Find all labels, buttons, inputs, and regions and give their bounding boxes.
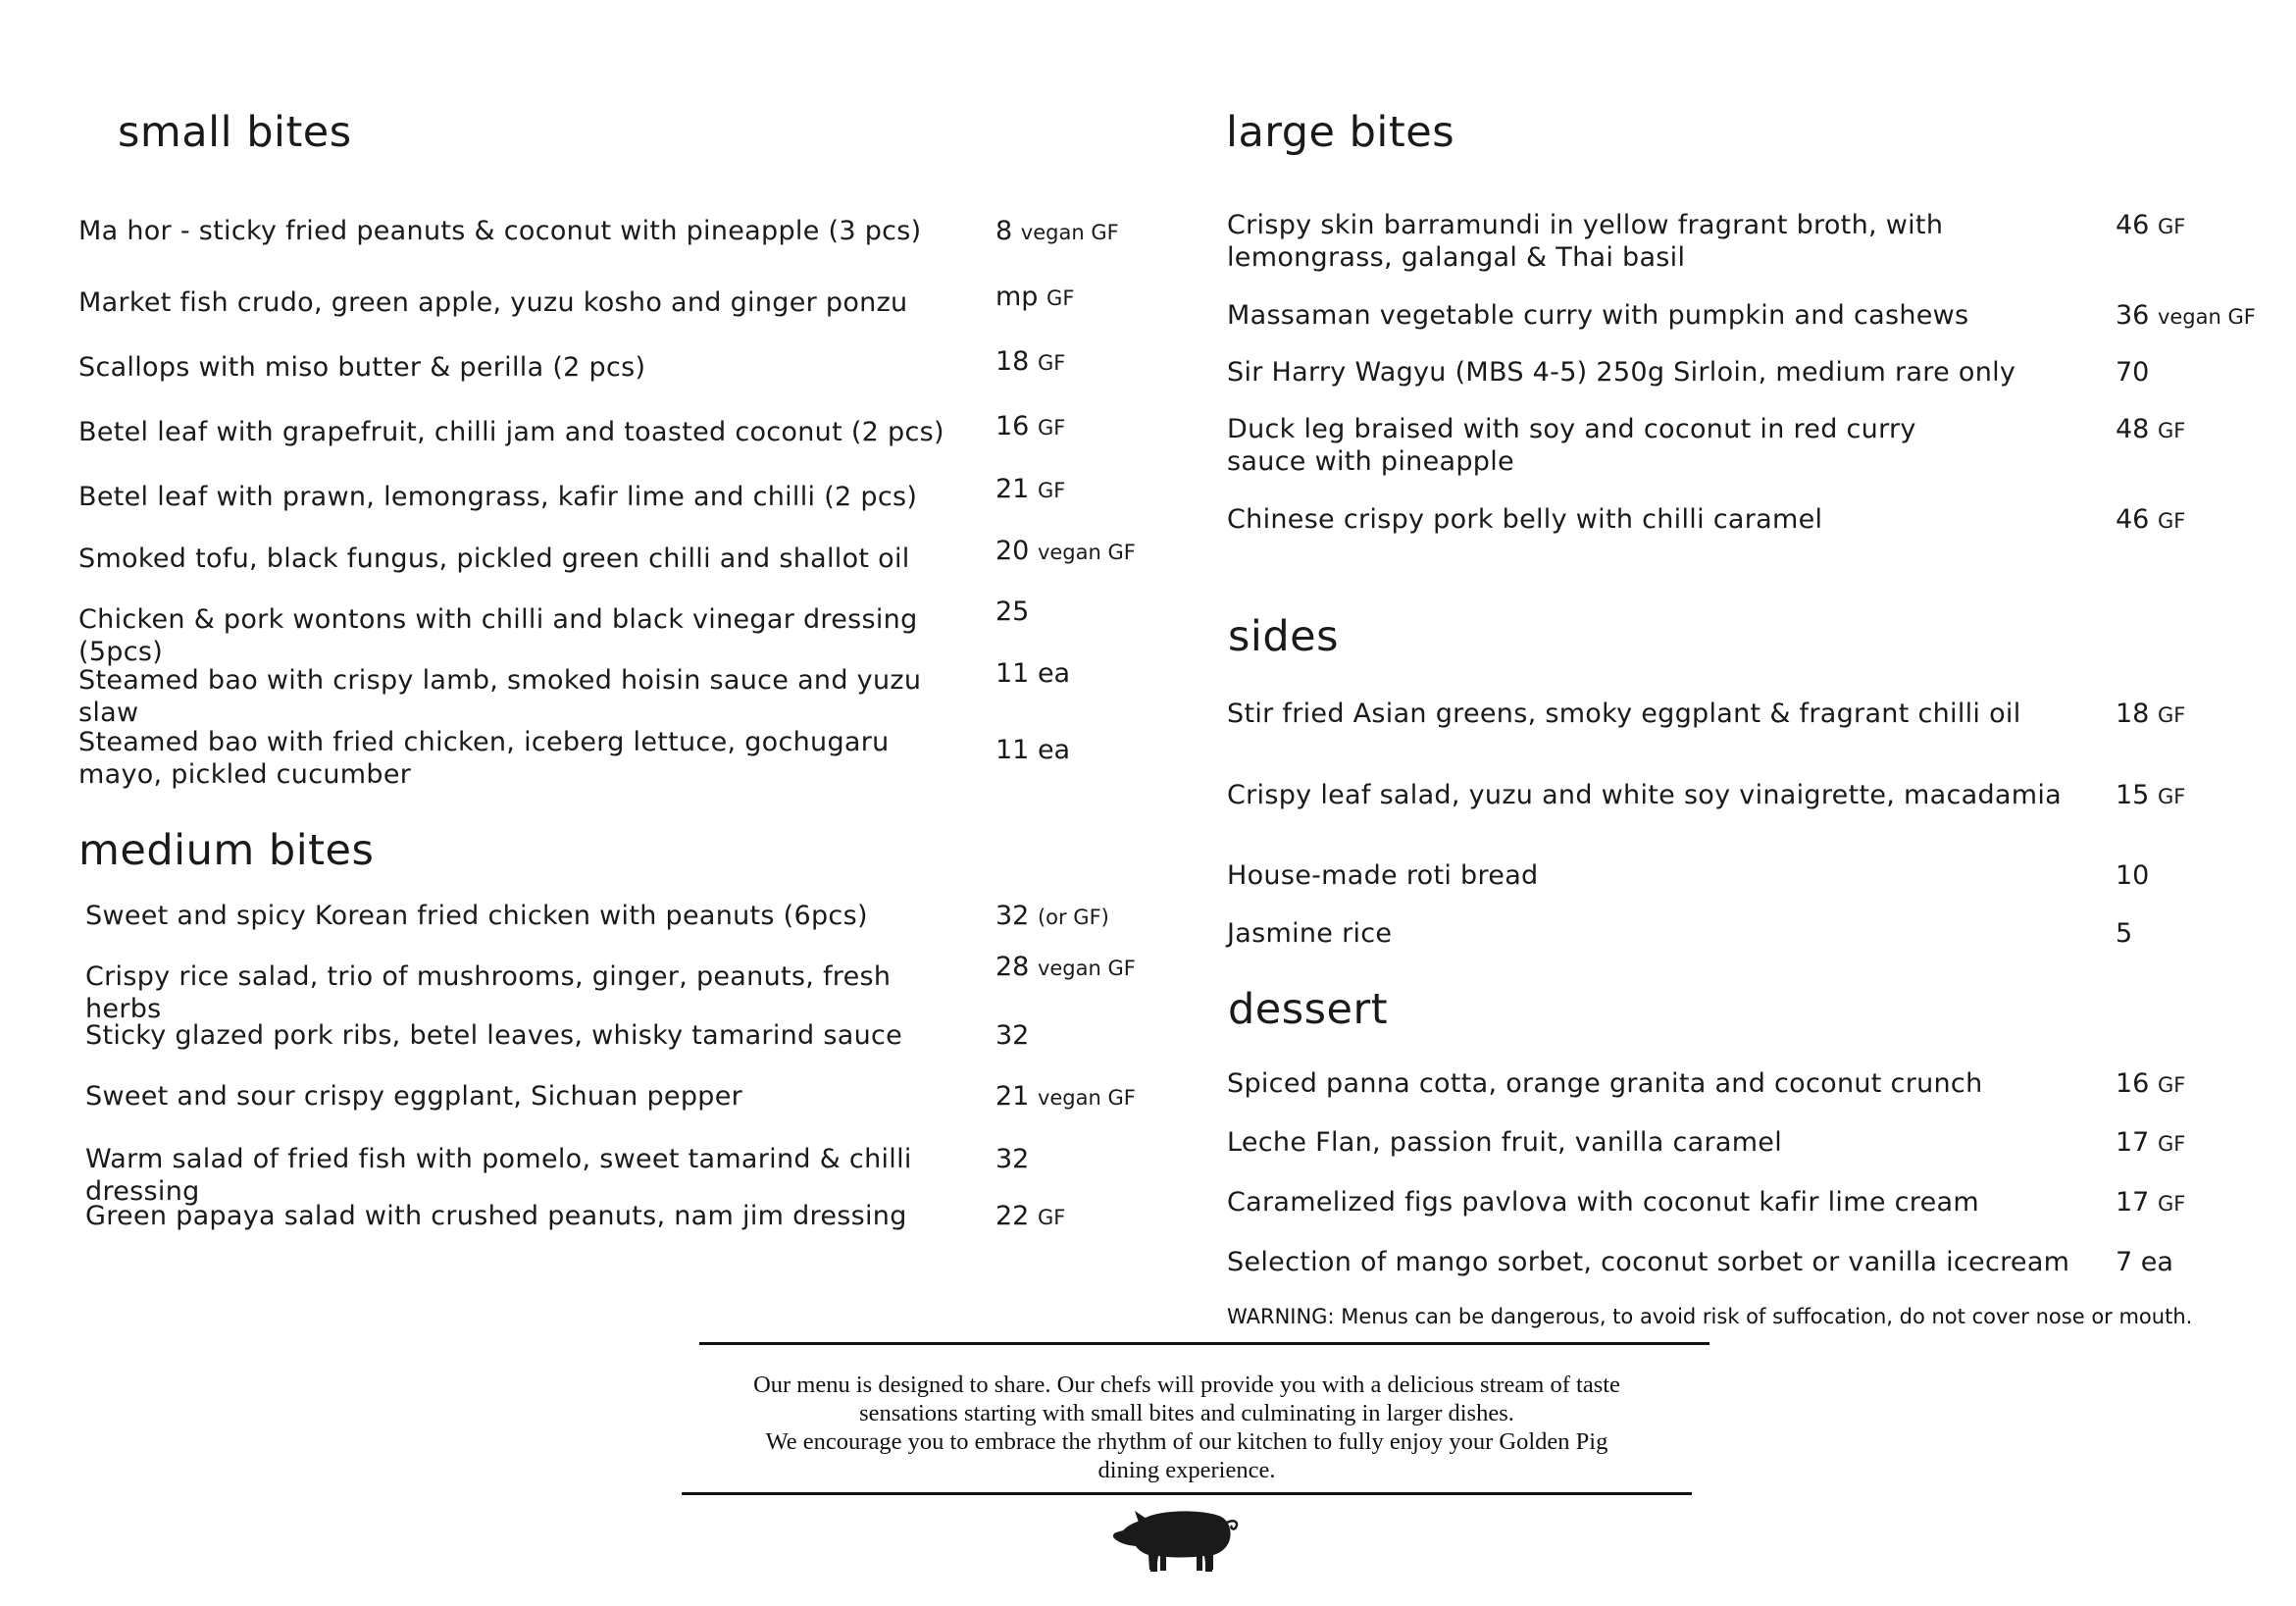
price-value: 18	[995, 346, 1030, 377]
price-value: 8	[995, 216, 1013, 246]
menu-item-price	[995, 345, 1065, 380]
menu-item-name: Duck leg braised with soy and coconut in red curry sauce with pineapple	[1227, 414, 1916, 477]
menu-item-name: Selection of mango sorbet, coconut sorbet or vanilla icecream	[1227, 1247, 2070, 1277]
menu-item-name: Betel leaf with grapefruit, chilli jam and toasted coconut (2 pcs)	[78, 417, 944, 447]
menu-item-name: Chinese crispy pork belly with chilli caramel	[1227, 504, 1823, 535]
menu-item-price	[2116, 1246, 2173, 1280]
price-value: 32	[995, 1144, 1030, 1174]
price-value: 17	[2116, 1127, 2150, 1158]
menu-item-name: Steamed bao with fried chicken, iceberg lettuce, gochugaru mayo, pickled cucumber	[78, 727, 890, 790]
menu-item-name: Sir Harry Wagyu (MBS 4-5) 250g Sirloin, medium rare only	[1227, 357, 2016, 388]
menu-item-name: Spiced panna cotta, orange granita and coconut crunch	[1227, 1068, 1983, 1099]
price-value: 32	[995, 1020, 1030, 1051]
dietary-tag: vegan GF	[1037, 957, 1136, 980]
divider-bottom	[682, 1492, 1692, 1495]
menu-item-price	[995, 1080, 1136, 1114]
dietary-tag: GF	[2157, 419, 2186, 442]
dietary-tag: GF	[2157, 703, 2186, 727]
menu-item-price	[995, 1019, 1029, 1054]
price-value: 22	[995, 1201, 1030, 1231]
price-value: 48	[2116, 414, 2150, 444]
menu-item-name: Crispy skin barramundi in yellow fragrant broth, with lemongrass, galangal & Thai basil	[1227, 210, 1944, 273]
menu-item-price	[2116, 917, 2132, 952]
menu-item-name: Stir fried Asian greens, smoky eggplant & fragrant chilli oil	[1227, 699, 2021, 729]
menu-item-price	[995, 951, 1136, 985]
menu-item-price	[995, 535, 1136, 569]
menu-item-name: Jasmine rice	[1227, 918, 1393, 949]
menu-item-price	[995, 473, 1065, 507]
menu-item-name: Ma hor - sticky fried peanuts & coconut with pineapple (3 pcs)	[78, 216, 922, 246]
heading-sides: sides	[1228, 612, 1340, 661]
price-value: mp	[995, 282, 1039, 312]
dietary-tag: GF	[1046, 286, 1075, 310]
intro-line: dining experience.	[1097, 1457, 1276, 1483]
menu-item-price	[995, 900, 1109, 934]
menu-item-name: Betel leaf with prawn, lemongrass, kafir lime and chilli (2 pcs)	[78, 482, 918, 512]
price-value: 28	[995, 952, 1030, 982]
menu-item-price	[995, 281, 1074, 315]
dietary-tag: GF	[1037, 479, 1066, 502]
menu-item-price	[2116, 356, 2149, 390]
divider-top	[699, 1342, 1709, 1345]
menu-item-price	[995, 657, 1070, 692]
heading-small-bites: small bites	[118, 108, 352, 157]
price-value: 17	[2116, 1187, 2150, 1217]
price-value: 16	[995, 411, 1030, 441]
menu-item-price	[2116, 779, 2185, 813]
menu-item-name: Green papaya salad with crushed peanuts, nam jim dressing	[85, 1201, 907, 1231]
menu-item-name: Massaman vegetable curry with pumpkin and cashews	[1227, 300, 1969, 331]
dietary-tag: GF	[1037, 416, 1066, 440]
menu-item-name: Leche Flan, passion fruit, vanilla caramel	[1227, 1127, 1783, 1158]
menu-item-name: Scallops with miso butter & perilla (2 pcs)	[78, 352, 646, 383]
menu-item-price	[2116, 413, 2185, 447]
price-value: 5	[2116, 918, 2133, 949]
menu-item-name: Crispy leaf salad, yuzu and white soy vinaigrette, macadamia	[1227, 780, 2063, 810]
menu-item-name: Warm salad of fried fish with pomelo, sweet tamarind & chilli dressing	[85, 1144, 912, 1207]
menu-item-price	[2116, 299, 2256, 334]
menu-item-name: Market fish crudo, green apple, yuzu kosho and ginger ponzu	[78, 287, 908, 318]
price-value: 36	[2116, 300, 2150, 331]
dietary-tag: GF	[2157, 215, 2186, 238]
menu-item-price	[2116, 503, 2185, 538]
menu-item-name: Smoked tofu, black fungus, pickled green chilli and shallot oil	[78, 544, 910, 574]
heading-medium-bites: medium bites	[78, 826, 375, 875]
menu-item-price	[995, 1143, 1029, 1177]
menu-item-name: Chicken & pork wontons with chilli and black vinegar dressing (5pcs)	[78, 604, 918, 667]
price-value: 11 ea	[995, 735, 1071, 765]
price-value: 11 ea	[995, 658, 1071, 689]
price-value: 16	[2116, 1068, 2150, 1099]
dietary-tag: GF	[2157, 509, 2186, 533]
menu-item-name: Sticky glazed pork ribs, betel leaves, whisky tamarind sauce	[85, 1020, 903, 1051]
menu-item-name: Sweet and spicy Korean fried chicken with peanuts (6pcs)	[85, 901, 868, 931]
menu-item-price	[995, 410, 1065, 444]
price-value: 7 ea	[2116, 1247, 2173, 1277]
dietary-tag: GF	[2157, 785, 2186, 808]
menu-item-price	[2116, 209, 2185, 243]
dietary-tag: GF	[1037, 1206, 1066, 1229]
intro-line: Our menu is designed to share. Our chefs will provide you with a delicious stream of taste	[753, 1372, 1620, 1398]
menu-intro	[687, 1371, 1687, 1484]
price-value: 10	[2116, 860, 2150, 891]
menu-item-price	[2116, 698, 2185, 732]
dietary-tag: vegan GF	[1037, 541, 1136, 564]
dietary-tag: GF	[2157, 1132, 2186, 1156]
heading-dessert: dessert	[1228, 985, 1389, 1034]
menu-item-name: Steamed bao with crispy lamb, smoked hoisin sauce and yuzu slaw	[78, 665, 922, 728]
dietary-tag: vegan GF	[1020, 221, 1119, 244]
price-value: 21	[995, 474, 1030, 504]
heading-large-bites: large bites	[1226, 108, 1455, 157]
menu-item-name: Sweet and sour crispy eggplant, Sichuan pepper	[85, 1081, 743, 1112]
dietary-tag: GF	[2157, 1192, 2186, 1216]
menu-item-price	[2116, 1186, 2185, 1220]
dietary-tag: vegan GF	[2157, 305, 2256, 329]
menu-item-name: Caramelized figs pavlova with coconut kafir lime cream	[1227, 1187, 1979, 1217]
menu-item-price	[995, 215, 1119, 249]
dietary-tag: GF	[1037, 351, 1066, 375]
dietary-tag: (or GF)	[1037, 906, 1109, 929]
price-value: 46	[2116, 210, 2150, 240]
dietary-tag: GF	[2157, 1073, 2186, 1097]
price-value: 15	[2116, 780, 2150, 810]
menu-item-name: House-made roti bread	[1227, 860, 1539, 891]
menu-item-price	[2116, 1067, 2185, 1102]
menu-item-price	[995, 734, 1070, 768]
menu-item-price	[2116, 1126, 2185, 1161]
menu-item-name: Crispy rice salad, trio of mushrooms, ginger, peanuts, fresh herbs	[85, 961, 892, 1024]
warning-note: WARNING: Menus can be dangerous, to avoid risk of suffocation, do not cover nose or mouth.	[1227, 1305, 2193, 1328]
price-value: 18	[2116, 699, 2150, 729]
price-value: 20	[995, 536, 1030, 566]
intro-line: We encourage you to embrace the rhythm of our kitchen to fully enjoy your Golden Pig	[765, 1428, 1608, 1455]
menu-item-price	[995, 596, 1029, 630]
dietary-tag: vegan GF	[1037, 1086, 1136, 1110]
pig-icon	[1111, 1501, 1242, 1575]
intro-line: sensations starting with small bites and culminating in larger dishes.	[859, 1400, 1514, 1426]
menu-item-price	[995, 1200, 1065, 1234]
price-value: 32	[995, 901, 1030, 931]
menu-item-price	[2116, 859, 2149, 894]
price-value: 21	[995, 1081, 1030, 1112]
price-value: 70	[2116, 357, 2150, 388]
price-value: 46	[2116, 504, 2150, 535]
price-value: 25	[995, 596, 1030, 627]
